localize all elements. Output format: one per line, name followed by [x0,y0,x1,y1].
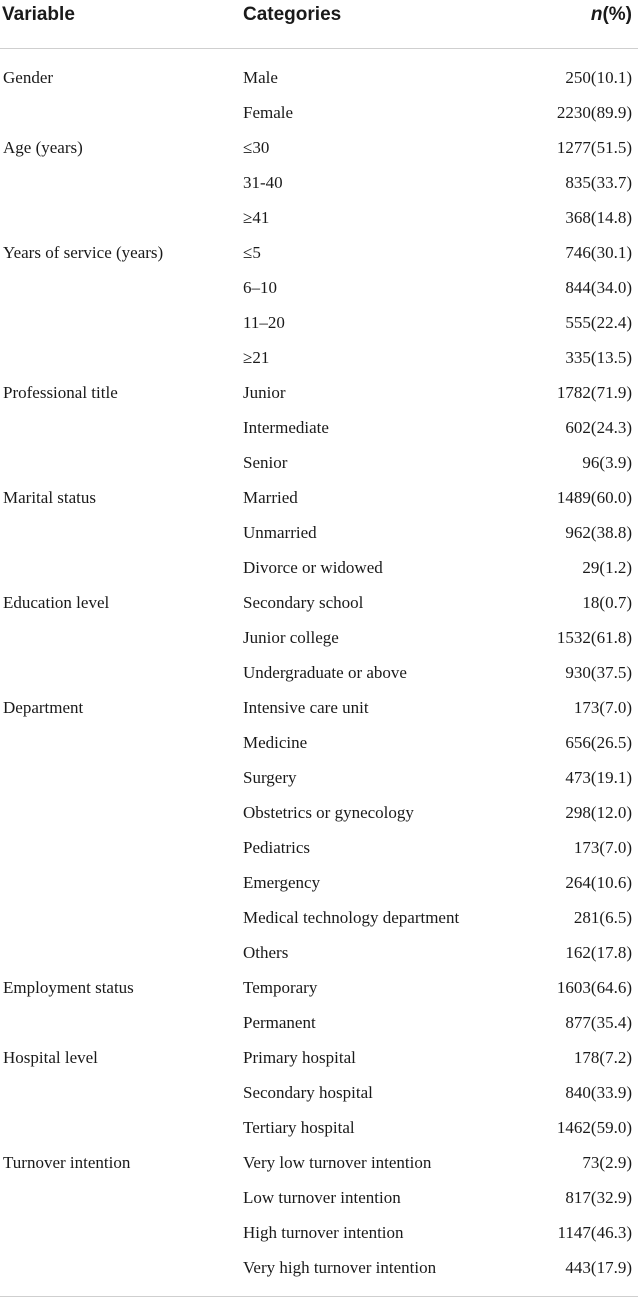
row-category: Permanent [243,1013,316,1032]
row-category: Female [243,103,294,122]
row-value: 96(3.9) [582,453,632,472]
row-category: Pediatrics [243,838,311,857]
row-category: Primary hospital [243,1048,356,1067]
row-category: Tertiary hospital [243,1118,355,1137]
row-value: 930(37.5) [565,663,632,682]
row-value: 73(2.9) [582,1153,632,1172]
row-category: Emergency [243,873,321,892]
row-variable: Hospital level [3,1048,98,1067]
table-row [0,690,638,725]
table-row [0,725,638,760]
row-category: Secondary school [243,593,364,612]
row-category: ≤5 [243,243,261,262]
row-category: Medical technology department [243,908,460,927]
row-value: 1462(59.0) [556,1118,632,1137]
row-value: 443(17.9) [565,1258,632,1277]
row-variable: Turnover intention [3,1153,131,1172]
table-row [0,305,638,340]
row-category: Intermediate [243,418,329,437]
table-row [0,60,638,95]
row-value: 473(19.1) [565,768,632,787]
row-category: 31-40 [243,173,283,192]
row-value: 29(1.2) [582,558,632,577]
row-variable: Education level [3,593,110,612]
row-value: 1277(51.5) [556,138,632,157]
row-variable: Gender [3,68,54,87]
row-value: 368(14.8) [565,208,632,227]
row-value: 844(34.0) [565,278,632,297]
table-row [0,585,638,620]
row-value: 1603(64.6) [556,978,632,997]
row-value: 962(38.8) [565,523,632,542]
table-row [0,445,638,480]
row-category: Obstetrics or gynecology [243,803,414,822]
table-body [0,60,638,1285]
row-value: 817(32.9) [565,1188,632,1207]
table-row [0,935,638,970]
row-value: 1147(46.3) [557,1223,632,1242]
row-value: 1489(60.0) [556,488,632,507]
table-row [0,200,638,235]
row-variable: Employment status [3,978,134,997]
row-category: Secondary hospital [243,1083,373,1102]
table-row [0,1005,638,1040]
row-category: 6–10 [243,278,277,297]
row-category: Intensive care unit [243,698,369,717]
table-row [0,270,638,305]
row-value: 656(26.5) [565,733,632,752]
row-value: 18(0.7) [582,593,632,612]
table-row [0,1180,638,1215]
table-row [0,1250,638,1285]
row-category: Surgery [243,768,297,787]
row-value: 264(10.6) [565,873,632,892]
row-value: 335(13.5) [565,348,632,367]
table-row [0,550,638,585]
row-category: Married [243,488,298,507]
row-category: Male [243,68,278,87]
table-row [0,655,638,690]
table-row [0,1075,638,1110]
row-category: Junior college [243,628,339,647]
row-value: 2230(89.9) [556,103,632,122]
row-value: 173(7.0) [573,838,632,857]
header-n-percent [591,4,632,26]
table-row [0,760,638,795]
row-category: ≥41 [243,208,270,227]
row-value: 162(17.8) [565,943,632,962]
row-value: 840(33.9) [565,1083,632,1102]
header-n-suffix: (%) [602,4,632,25]
row-category: High turnover intention [243,1223,404,1242]
row-category: Low turnover intention [243,1188,401,1207]
row-variable: Years of service (years) [3,243,164,262]
table-row [0,1215,638,1250]
row-value: 555(22.4) [565,313,632,332]
table-row [0,165,638,200]
row-value: 173(7.0) [573,698,632,717]
row-variable: Professional title [3,383,118,402]
row-category: Very low turnover intention [243,1153,432,1172]
row-category: Undergraduate or above [243,663,407,682]
table-row [0,410,638,445]
table-row [0,515,638,550]
table-row [0,235,638,270]
table-row [0,340,638,375]
row-value: 877(35.4) [565,1013,632,1032]
row-category: ≥21 [243,348,270,367]
table-row [0,1040,638,1075]
table-row [0,830,638,865]
row-variable: Age (years) [3,138,83,157]
table-row [0,900,638,935]
table-row [0,795,638,830]
row-value: 250(10.1) [565,68,632,87]
row-category: Others [243,943,289,962]
bottom-rule [0,1296,638,1297]
header-n-symbol: n [590,4,603,25]
table-row [0,375,638,410]
table-row [0,620,638,655]
header-categories: Categories [243,4,342,25]
row-value: 1532(61.8) [556,628,632,647]
row-variable: Marital status [3,488,97,507]
row-category: ≤30 [243,138,270,157]
row-value: 835(33.7) [565,173,632,192]
header-variable: Variable [2,4,75,25]
table-row [0,970,638,1005]
row-category: Divorce or widowed [243,558,383,577]
row-value: 602(24.3) [565,418,632,437]
row-category: Very high turnover intention [243,1258,437,1277]
row-value: 298(12.0) [565,803,632,822]
row-category: Senior [243,453,288,472]
table-row [0,480,638,515]
row-value: 281(6.5) [573,908,632,927]
row-variable: Department [3,698,84,717]
row-value: 746(30.1) [565,243,632,262]
table-row [0,1110,638,1145]
table-row [0,95,638,130]
row-category: Temporary [243,978,318,997]
row-value: 178(7.2) [573,1048,632,1067]
row-category: Medicine [243,733,308,752]
table-row [0,130,638,165]
table-header [0,0,638,49]
table-row [0,865,638,900]
row-value: 1782(71.9) [556,383,632,402]
table-row [0,1145,638,1180]
row-category: Unmarried [243,523,317,542]
row-category: Junior [243,383,286,402]
row-category: 11–20 [243,313,285,332]
